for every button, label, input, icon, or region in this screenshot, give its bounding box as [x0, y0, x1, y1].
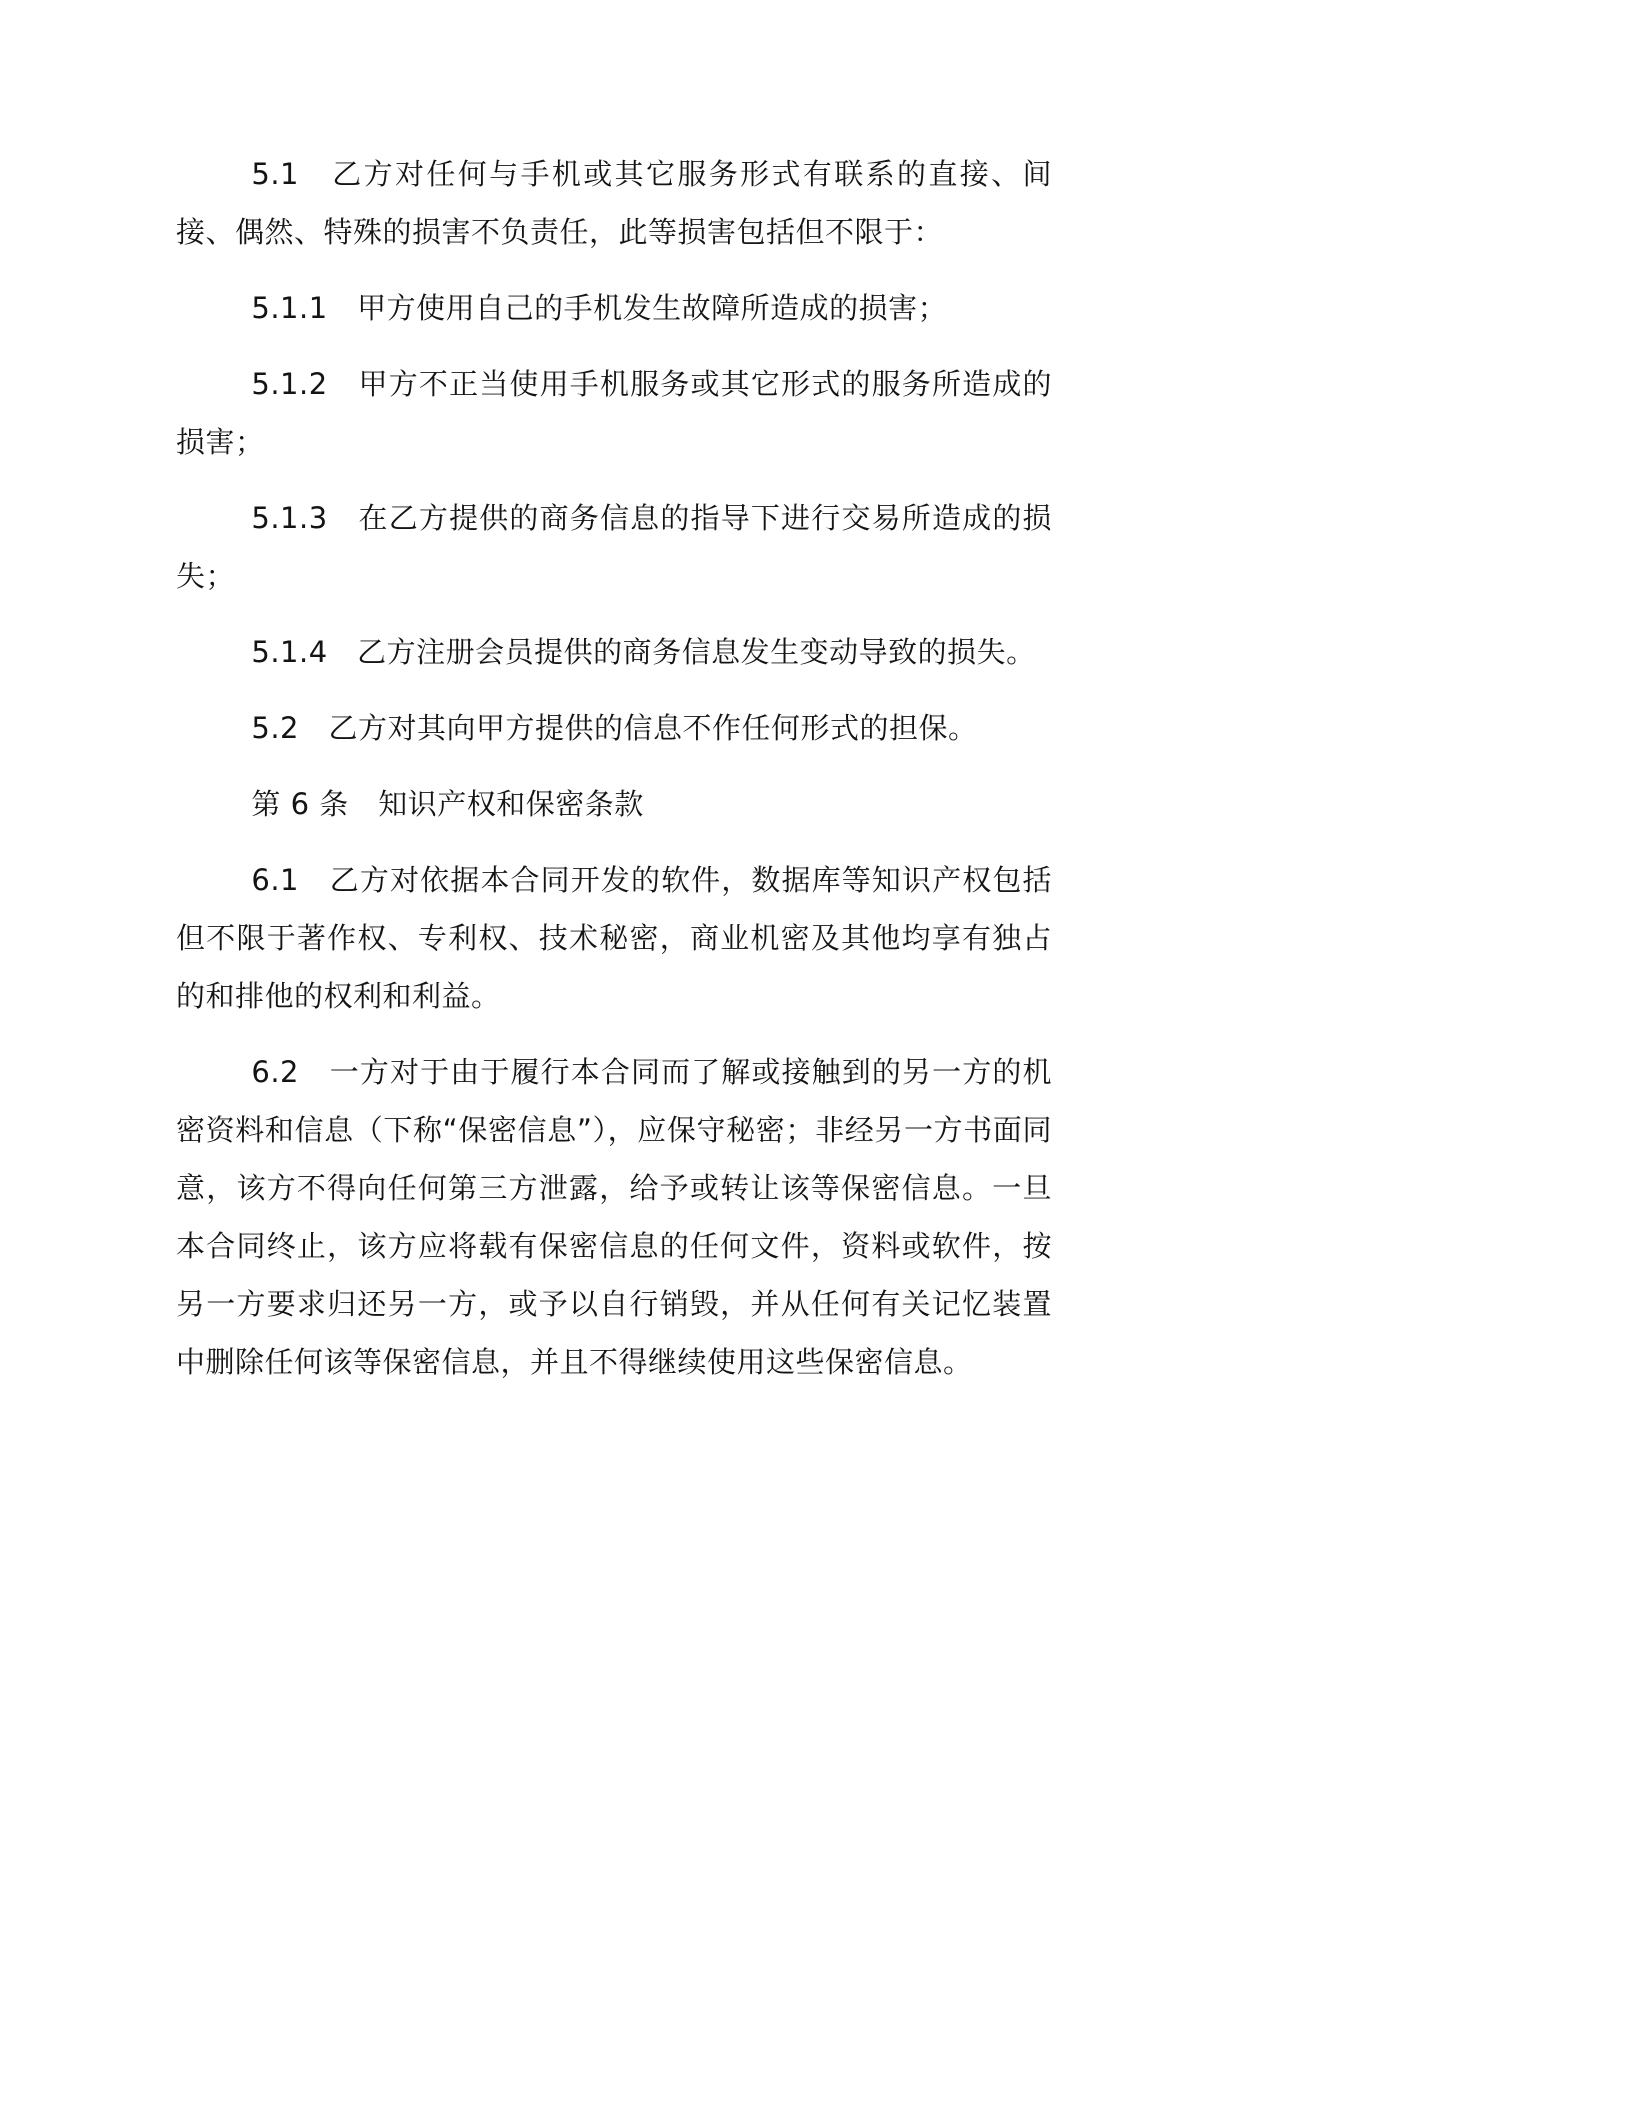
section-6-heading: 第 6 条 知识产权和保密条款: [251, 787, 644, 821]
clause-5-1-4: 5.1.4 乙方注册会员提供的商务信息发生变动导致的损失。: [251, 635, 1036, 669]
clause-6-1: 6.1 乙方对依据本合同开发的软件，数据库等知识产权包括但不限于著作权、专利权、技术秘密，商业机密及其他均享有独占的和排他的权利和利益。: [176, 863, 1052, 1013]
clause-6-2: 6.2 一方对于由于履行本合同而了解或接触到的另一方的机密资料和信息（下称“保密信息”），应保守秘密；非经另一方书面同意，该方不得向任何第三方泄露，给予或转让该等保密信息。一旦本合同终止，该方应将载有保密信息的任何文件，资料或软件，按另一方要求归还另一方，或予以自行销毁，并从任何有关记忆装置中删除任何该等保密信息，并且不得继续使用这些保密信息。: [176, 1055, 1052, 1379]
clause-5-1-3: 5.1.3 在乙方提供的商务信息的指导下进行交易所造成的损失；: [176, 501, 1052, 593]
clause-5-1-1: 5.1.1 甲方使用自己的手机发生故障所造成的损害；: [251, 291, 948, 325]
clause-5-2: 5.2 乙方对其向甲方提供的信息不作任何形式的担保。: [251, 711, 978, 745]
clause-5-1-2: 5.1.2 甲方不正当使用手机服务或其它形式的服务所造成的损害；: [176, 367, 1052, 459]
clause-5-1: 5.1 乙方对任何与手机或其它服务形式有联系的直接、间接、偶然、特殊的损害不负责任，此等损害包括但不限于：: [176, 157, 1052, 249]
